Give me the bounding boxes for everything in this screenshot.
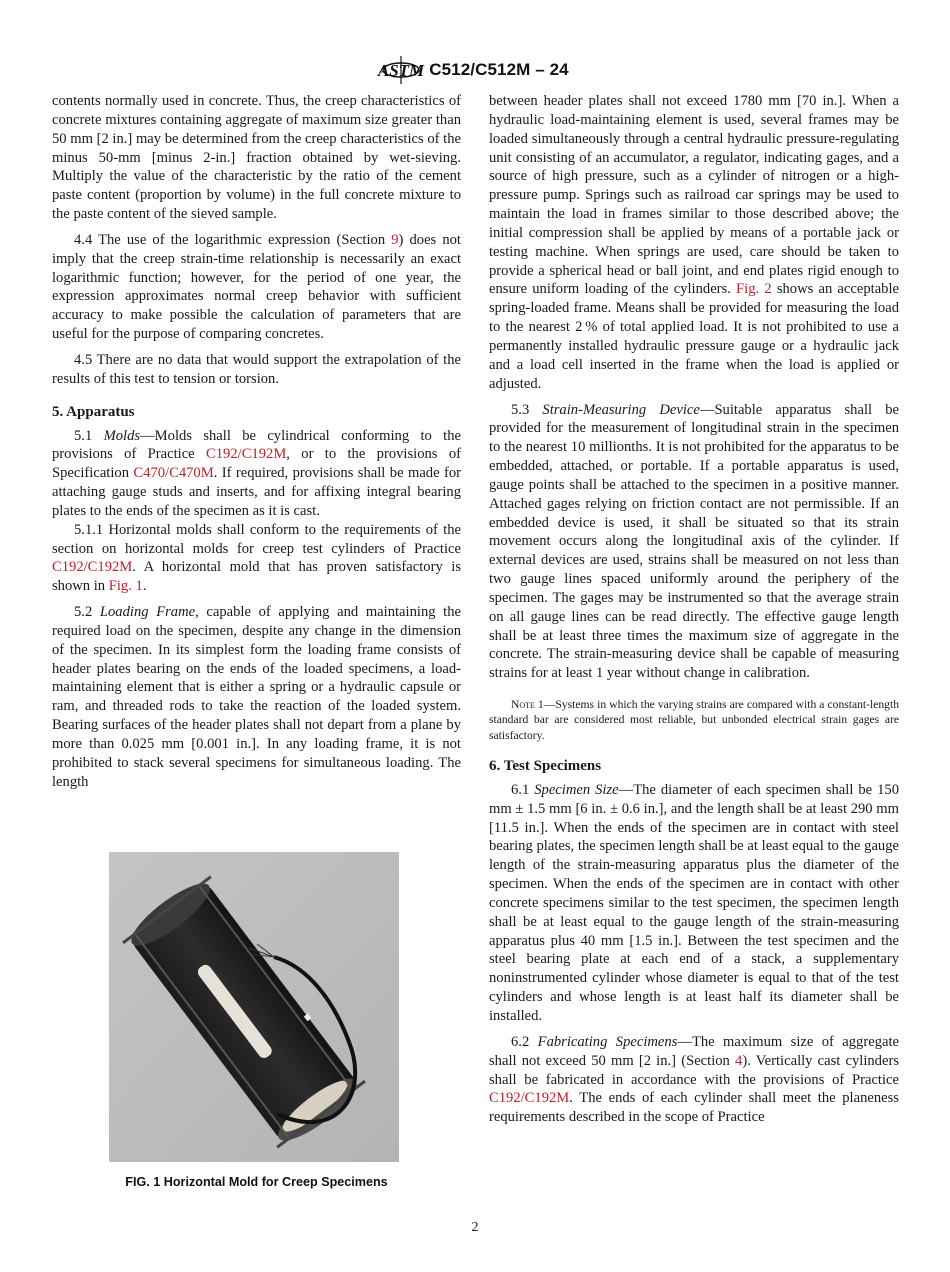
c192-link[interactable]: C192/C192M xyxy=(52,559,133,576)
text: between header plates shall not exceed 1780 mm [70 in.]. When a hydraulic load-maintaining element is used, several frames may be loaded simultaneously through a central hydraulic pressure-regulating unit consisting of an accumulator, a regulator, indicating gages, and a source of high pressure, such as a cylinder of nitrogen or a high-pressure pump. Springs such as railroad car springs may be used to maintain the load in frames similar to those described above; the initial compression shall be applied by means of a portable jack or testing machine. When springs are used, care should be taken to provide a spherical head or ball joint, and end plates rigid enough to ensure uniform loading of the cylinders. xyxy=(489,93,899,298)
section-heading-test-specimens: 6. Test Specimens xyxy=(489,758,602,775)
text: . If required, provisions shall be made for attaching gauge studs and inserts, and for affixing integral bearing plates to the ends of the specimen as it is cast. xyxy=(52,465,461,519)
note-1 xyxy=(489,697,899,743)
text: —The maximum size of aggregate shall not exceed 50 mm [2 in.] (Section xyxy=(489,1033,900,1069)
text: . A horizontal mold that has proven satisfactory is shown in xyxy=(52,559,461,595)
svg-text:ASTM: ASTM xyxy=(378,61,425,80)
text: 5.2 xyxy=(74,604,100,621)
text: 4.4 The use of the logarithmic expression (Section xyxy=(74,231,392,248)
note-text: —Systems in which the varying strains are compared with a constant-length standard bar are considered most reliable, but unbonded electrical strain gages are satisfactory. xyxy=(489,698,899,742)
page-header xyxy=(0,52,950,88)
paragraph-5-2-continued xyxy=(489,92,899,394)
text: —Suitable apparatus shall be provided for the measurement of longitudinal strain in the specimen to the nearest 10 millionths. It is not prohibited for the apparatus to be embedded, attached, or portable. If a portable apparatus is used, gauge points shall be attached to the specimen in a positive manner. Attached gages relying on friction contact are not permissible. If an embedded device is used, it shall be situated so that its strain movement occurs along the longitudinal axis of the cylinder. If external devices are used, strains shall be measured on not less than two gauge lines spaced uniformly around the periphery of the specimen. The gages may be instrumented so that the average strain on all gauge lines can be read directly. The effective gauge length shall be at least three times the maximum size of aggregate in the concrete. The strain-measuring device shall be capable of measuring strains for at least 1 year without change in calibration. xyxy=(489,401,899,682)
paragraph-4-4 xyxy=(52,231,461,344)
left-column xyxy=(52,92,461,799)
c470-link[interactable]: C470/C470M xyxy=(133,465,214,482)
subsection-title: Loading Frame, xyxy=(99,604,199,621)
section-heading-apparatus: 5. Apparatus xyxy=(52,403,135,420)
text: 6.2 xyxy=(511,1033,538,1050)
text: —The diameter of each specimen shall be 150 mm ± 1.5 mm [6 in. ± 0.6 in.], and the length shall be at least 290 mm [11.5 in.]. When the ends of the specimen are in contact with steel bearing plates, the specimen length shall be at least equal to the gauge length of the strain-measuring apparatus plus the diameter of the specimen. When the ends of the specimen are in contact with other concrete specimens similar to the test specimen, the specimen length shall be at least equal to the gauge length of the strain-measuring apparatus plus 40 mm [1.5 in.]. Between the test specimen and the steel bearing plate at each end of a stack, a supplementary noninstrumented cylinder whose diameter is equal to that of the test cylinders and whose length is at least half its diameter shall be installed. xyxy=(489,781,899,1025)
text: 5.3 xyxy=(511,401,543,418)
text: ) does not imply that the creep strain-time relationship is necessarily an exact logarithmic function; however, for the period of one year, the expression approximates normal creep behavior with sufficient accuracy to make possible the calculation of parameters that are useful for the purpose of comparing concretes. xyxy=(52,231,461,343)
text: 5.1.1 Horizontal molds shall conform to the requirements of the section on horizontal molds for creep test cylinders of Practice xyxy=(52,521,461,557)
horizontal-mold-photo xyxy=(109,852,399,1162)
paragraph-4-5: 4.5 There are no data that would support the extrapolation of the results of this test to tension or torsion. xyxy=(52,351,461,387)
text: . The ends of each cylinder shall meet the planeness requirements described in the scope of Practice xyxy=(489,1090,899,1126)
subsection-title: Molds xyxy=(103,427,141,444)
paragraph-6-2 xyxy=(489,1033,899,1127)
paragraph-5-2 xyxy=(52,603,461,791)
text: 5.1 xyxy=(74,427,104,444)
subsection-title: Fabricating Specimens xyxy=(537,1033,678,1050)
text: —Molds shall be cylindrical conforming to the provisions of Practice xyxy=(52,427,462,463)
paragraph-5-3 xyxy=(489,401,899,684)
section-9-link[interactable]: 9 xyxy=(391,231,399,248)
text: ). Vertically cast cylinders shall be fabricated in accordance with the provisions of Practice xyxy=(489,1052,899,1088)
right-column xyxy=(489,92,899,1134)
paragraph-5-1-1 xyxy=(52,521,461,596)
paragraph-5-1 xyxy=(52,427,461,521)
fig-2-link[interactable]: Fig. 2 xyxy=(736,281,772,298)
astm-logo-icon xyxy=(378,55,425,85)
paragraph-continued: contents normally used in concrete. Thus, the creep characteristics of concrete mixtures containing aggregate of maximum size greater than 50 mm [2 in.] may be determined from the creep characteristics of the minus 50-mm [minus 2-in.] fraction obtained by wet-sieving. Multiply the value of the characteristic by the ratio of the cement paste content (proportion by volume) in the full concrete mixture to the paste content of the sieved sample. xyxy=(52,93,461,223)
section-4-link[interactable]: 4 xyxy=(735,1052,743,1069)
text: . xyxy=(142,578,147,595)
document-id: C512/C512M – 24 xyxy=(429,60,569,79)
paragraph-6-1 xyxy=(489,781,899,1026)
fig-1-link[interactable]: Fig. 1 xyxy=(108,578,143,595)
text: shows an acceptable spring-loaded frame. Means shall be provided for measuring the load to the nearest 2 % of total applied load. It is not prohibited to use a permanently installed hydraulic pressure gauge or a hydraulic jack and a load cell inserted in the frame when the load is applied or adjusted. xyxy=(489,281,899,392)
subsection-title: Specimen Size xyxy=(534,781,619,798)
subsection-title: Strain-Measuring Device xyxy=(542,401,700,418)
text: capable of applying and maintaining the required load on the specimen, despite any change in the dimension of the specimen. In its simplest form the loading frame consists of header plates bearing on the ends of the loaded specimens, a load-maintaining element that is either a spring or a hydraulic capsule or ram, and threaded rods to take the reaction of the loaded system. Bearing surfaces of the header plates shall not depart from a plane by more than 0.025 mm [0.001 in.]. In any loading frame, it is not prohibited to stack several specimens for simultaneous loading. The length xyxy=(52,604,462,790)
page-number: 2 xyxy=(471,1220,479,1235)
c192-link[interactable]: C192/C192M xyxy=(489,1090,570,1107)
note-label: Note 1 xyxy=(511,698,544,712)
text: , or to the provisions of Specification xyxy=(52,446,461,482)
text: 6.1 xyxy=(511,781,535,798)
figure-caption: FIG. 1 Horizontal Mold for Creep Specimens xyxy=(125,1175,388,1189)
c192-link[interactable]: C192/C192M xyxy=(206,446,287,463)
